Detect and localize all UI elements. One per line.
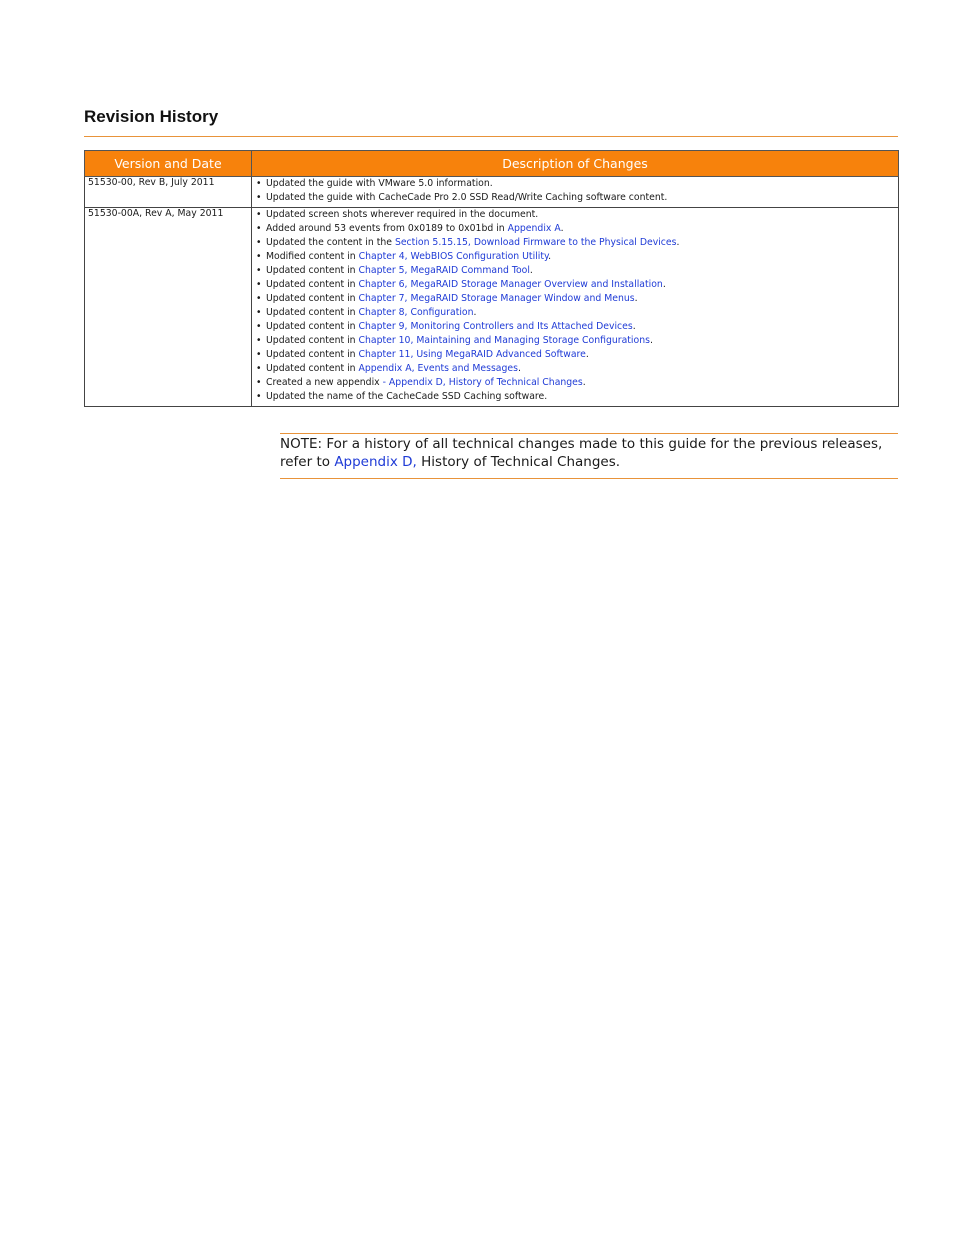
page-title: Revision History xyxy=(84,107,219,126)
bullet-icon: • xyxy=(256,321,262,332)
bullet-icon: • xyxy=(256,223,262,234)
table-row xyxy=(85,177,899,208)
bullet-icon: • xyxy=(256,237,262,248)
bullet-icon: • xyxy=(256,178,262,189)
cross-reference-link[interactable]: Chapter 4, WebBIOS Configuration Utility xyxy=(358,251,549,262)
change-text-end: . xyxy=(582,377,586,388)
change-text: Updated content in xyxy=(266,279,359,290)
cross-reference-link[interactable]: Chapter 5, MegaRAID Command Tool xyxy=(358,265,530,276)
change-item xyxy=(252,376,898,390)
change-text-end: . xyxy=(529,265,533,276)
change-text-end: . xyxy=(632,321,636,332)
change-item xyxy=(252,191,898,205)
change-text-end: . xyxy=(517,363,521,374)
change-text: Updated content in xyxy=(266,321,359,332)
cross-reference-link[interactable]: - Appendix D, History of Technical Changes xyxy=(382,377,583,388)
bullet-icon: • xyxy=(256,279,262,290)
change-item xyxy=(252,334,898,348)
cross-reference-link[interactable]: Appendix A, Events and Messages xyxy=(358,363,518,374)
version-cell xyxy=(85,177,252,208)
version-column-header: Version and Date xyxy=(85,151,252,177)
change-text-end: . xyxy=(560,223,564,234)
change-text: Updated the content in the xyxy=(266,237,395,248)
note-divider-bottom xyxy=(280,478,898,479)
bullet-icon: • xyxy=(256,377,262,388)
cross-reference-link[interactable]: Chapter 7, MegaRAID Storage Manager Window and Menus xyxy=(358,293,635,304)
change-text: Updated content in xyxy=(266,265,359,276)
change-item xyxy=(252,306,898,320)
change-item xyxy=(252,278,898,292)
revision-table xyxy=(84,150,899,407)
cross-reference-link[interactable]: Chapter 10, Maintaining and Managing Storage Configurations xyxy=(358,335,650,346)
change-text: Created a new appendix xyxy=(266,377,383,388)
change-item xyxy=(252,177,898,191)
table-row xyxy=(85,208,899,407)
version-text: 51530-00A, Rev A, May 2011 xyxy=(88,208,224,219)
bullet-icon: • xyxy=(256,251,262,262)
version-cell xyxy=(85,208,252,407)
change-item xyxy=(252,390,898,404)
change-text: Updated content in xyxy=(266,307,359,318)
cross-reference-link[interactable]: Section 5.15.15, Download Firmware to the Physical Devices xyxy=(394,237,677,248)
change-text-end: . xyxy=(548,251,552,262)
cross-reference-link[interactable]: Chapter 6, MegaRAID Storage Manager Overview and Installation xyxy=(358,279,663,290)
change-item xyxy=(252,222,898,236)
change-text: Updated content in xyxy=(266,349,359,360)
change-text: Updated the name of the CacheCade SSD Caching software. xyxy=(266,391,548,402)
appendix-d-link[interactable]: Appendix D, xyxy=(334,454,417,470)
description-cell xyxy=(252,208,899,407)
change-text: Updated content in xyxy=(266,293,359,304)
note-paragraph xyxy=(280,435,902,471)
cross-reference-link[interactable]: Chapter 11, Using MegaRAID Advanced Software xyxy=(358,349,586,360)
change-text: Added around 53 events from 0x0189 to 0x01bd in xyxy=(266,223,508,234)
change-list xyxy=(252,208,898,406)
change-item xyxy=(252,208,898,222)
change-text-end: . xyxy=(585,349,589,360)
description-column-header: Description of Changes xyxy=(252,151,899,177)
bullet-icon: • xyxy=(256,265,262,276)
change-text: Updated the guide with VMware 5.0 information. xyxy=(266,178,493,189)
change-item xyxy=(252,292,898,306)
change-item xyxy=(252,362,898,376)
bullet-icon: • xyxy=(256,192,262,203)
change-text-end: . xyxy=(473,307,477,318)
description-cell xyxy=(252,177,899,208)
change-item xyxy=(252,320,898,334)
change-list xyxy=(252,177,898,207)
note-text: NOTE: For a history of all technical changes made to this guide for the previous releases, refer to xyxy=(280,436,883,470)
change-text: Modified content in xyxy=(266,251,359,262)
change-text: Updated the guide with CacheCade Pro 2.0 SSD Read/Write Caching software content. xyxy=(266,192,668,203)
change-text-end: . xyxy=(662,279,666,290)
change-item xyxy=(252,264,898,278)
change-text-end: . xyxy=(634,293,638,304)
change-text-end: . xyxy=(676,237,680,248)
change-text: Updated content in xyxy=(266,335,359,346)
cross-reference-link[interactable]: Chapter 8, Configuration xyxy=(358,307,474,318)
title-divider xyxy=(84,136,898,137)
note-text-end: History of Technical Changes. xyxy=(416,454,621,470)
bullet-icon: • xyxy=(256,391,262,402)
change-text: Updated content in xyxy=(266,363,359,374)
note-divider-top xyxy=(280,433,898,434)
bullet-icon: • xyxy=(256,209,262,220)
change-item xyxy=(252,348,898,362)
version-text: 51530-00, Rev B, July 2011 xyxy=(88,177,215,188)
bullet-icon: • xyxy=(256,293,262,304)
table-header-row xyxy=(85,151,899,177)
change-item xyxy=(252,250,898,264)
bullet-icon: • xyxy=(256,363,262,374)
change-text: Updated screen shots wherever required in the document. xyxy=(266,209,539,220)
change-text-end: . xyxy=(649,335,653,346)
bullet-icon: • xyxy=(256,307,262,318)
cross-reference-link[interactable]: Appendix A xyxy=(507,223,561,234)
bullet-icon: • xyxy=(256,349,262,360)
change-item xyxy=(252,236,898,250)
bullet-icon: • xyxy=(256,335,262,346)
cross-reference-link[interactable]: Chapter 9, Monitoring Controllers and Its Attached Devices xyxy=(358,321,633,332)
